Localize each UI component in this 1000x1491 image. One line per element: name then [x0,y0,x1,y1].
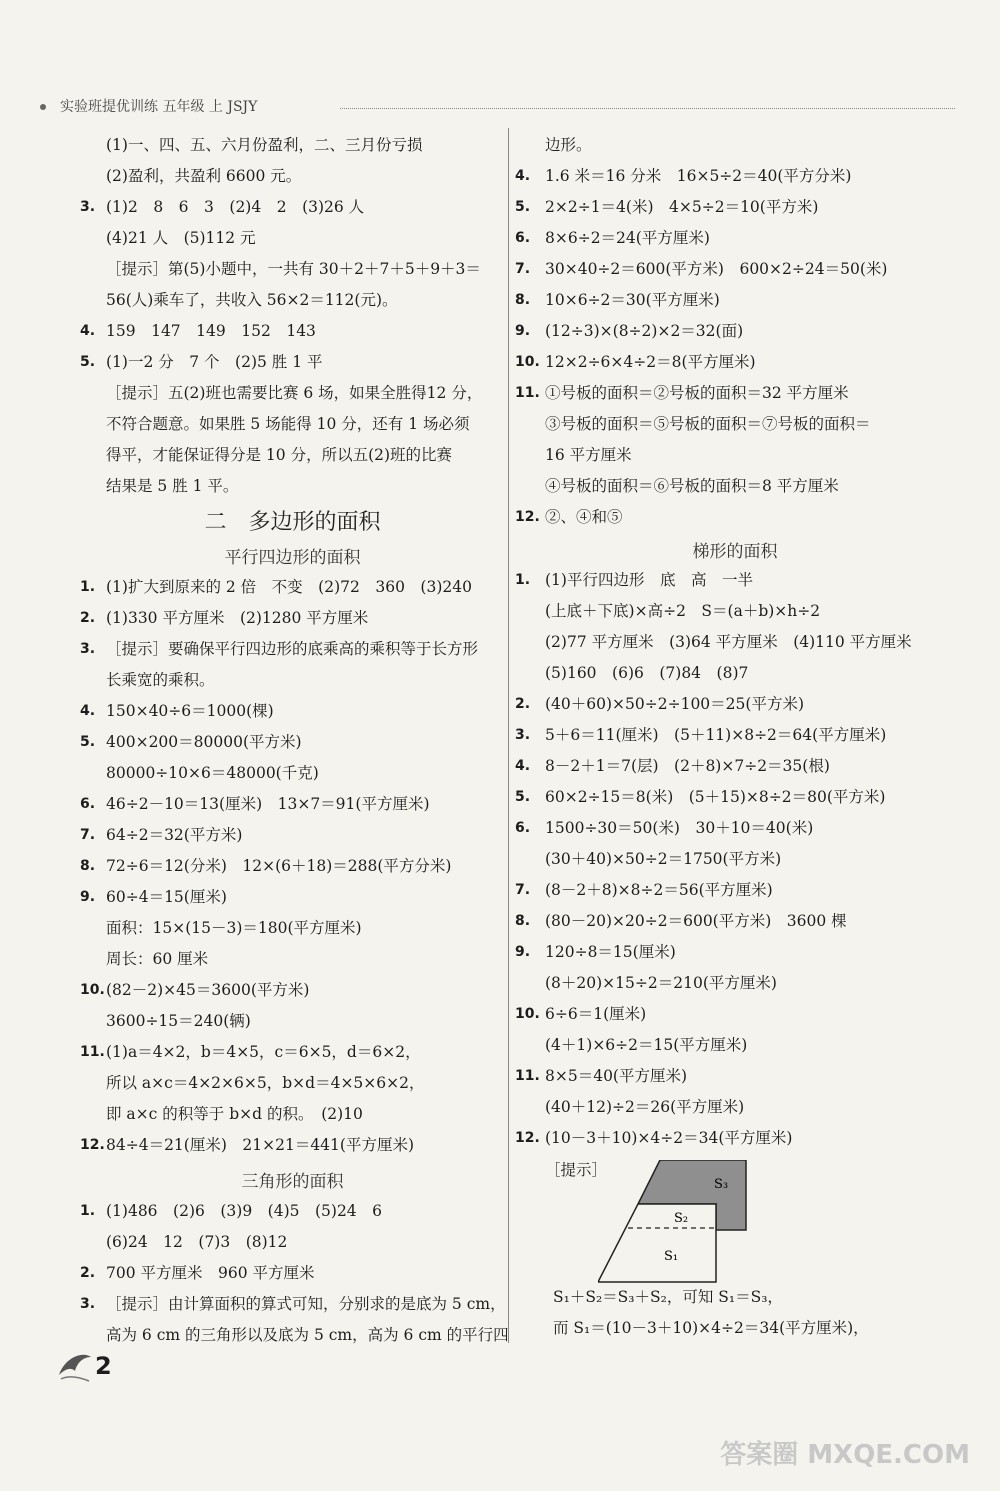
question-number: 6. [80,796,96,812]
answer-text: 159 147 149 152 143 [106,322,316,340]
subsection-trapezoid: 梯形的面积 [692,542,778,562]
answer-text: ①号板的面积＝②号板的面积＝32 平方厘米 [545,384,849,402]
answer-text: 400×200＝80000(平方米) [106,733,302,751]
answer-text: (82－2)×45＝3600(平方米) [106,981,310,999]
question-number: 11. [80,1044,105,1060]
answer-text: (5)160 (6)6 (7)84 (8)7 [545,664,749,682]
dolphin-logo-icon [55,1345,95,1385]
question-number: 4. [515,168,531,184]
question-number: 1. [80,1203,96,1219]
answer-text: 8×6÷2＝24(平方厘米) [545,229,710,247]
answer-text: (80－20)×20÷2＝600(平方米) 3600 棵 [545,912,847,930]
answer-text: 所以 a×c＝4×2×6×5，b×d＝4×5×6×2， [106,1074,425,1092]
answer-text: (4＋1)×6÷2＝15(平方厘米) [545,1036,748,1054]
answer-text: 结果是 5 胜 1 平。 [106,477,239,495]
answer-text: (1)a＝4×2，b＝4×5，c＝6×5，d＝6×2， [106,1043,421,1061]
answer-text: 120÷8＝15(厘米) [545,943,676,961]
header-rule [340,108,955,109]
answer-text: 10×6÷2＝30(平方厘米) [545,291,720,309]
question-number: 12. [515,509,540,525]
label-s1: S₁ [664,1249,679,1264]
answer-text: 84÷4＝21(厘米) 21×21＝441(平方厘米) [106,1136,415,1154]
question-number: 10. [515,354,540,370]
answer-text: 1.6 米＝16 分米 16×5÷2＝40(平方分米) [545,167,852,185]
answer-text: 3600÷15＝240(辆) [106,1012,251,1030]
answer-text: (4)21 人 (5)112 元 [106,229,256,247]
answer-text: 不符合题意。如果胜 5 场能得 10 分，还有 1 场必须 [106,415,470,433]
answer-text: (12÷3)×(8÷2)×2＝32(面) [545,322,744,340]
answer-text: (2)77 平方厘米 (3)64 平方厘米 (4)110 平方厘米 [545,633,912,651]
question-number: 9. [515,944,531,960]
question-number: 2. [515,696,531,712]
answer-text: 64÷2＝32(平方米) [106,826,243,844]
question-number: 1. [515,572,531,588]
page-number: 2 [95,1352,112,1380]
answer-text: 边形。 [545,136,592,154]
answer-text: 8－2＋1＝7(层) (2＋8)×7÷2＝35(根) [545,757,830,775]
trapezoid-hint-figure [598,1160,758,1285]
answer-text: 1500÷30＝50(米) 30＋10＝40(米) [545,819,814,837]
question-number: 11. [515,1068,540,1084]
answer-text: 60÷4＝15(厘米) [106,888,227,906]
answer-text: (8－2＋8)×8÷2＝56(平方厘米) [545,881,773,899]
question-number: 3. [80,641,96,657]
answer-text: 面积：15×(15－3)＝180(平方厘米) [106,919,362,937]
answer-text: 56(人)乘车了，共收入 56×2＝112(元)。 [106,291,398,309]
question-number: 2. [80,1265,96,1281]
question-number: 1. [80,579,96,595]
header-bullet [40,104,46,110]
answer-text: (1)486 (2)6 (3)9 (4)5 (5)24 6 [106,1202,383,1220]
question-number: 8. [80,858,96,874]
answer-text: ［提示］第(5)小题中，一共有 30＋2＋7＋5＋9＋3＝ [106,260,481,278]
question-number: 5. [515,789,531,805]
question-number: 11. [515,385,540,401]
answer-text: (10－3＋10)×4÷2＝34(平方厘米) [545,1129,793,1147]
answer-text: 30×40÷2＝600(平方米) 600×2÷24＝50(米) [545,260,888,278]
subsection-parallelogram: 平行四边形的面积 [224,548,361,568]
question-number: 7. [515,882,531,898]
answer-text: S₁＋S₂＝S₃＋S₂，可知 S₁＝S₃， [553,1288,783,1306]
question-number: 4. [80,323,96,339]
question-number: 8. [515,913,531,929]
question-number: 3. [515,727,531,743]
answer-text: (6)24 12 (7)3 (8)12 [106,1233,288,1251]
answer-text: 长乘宽的乘积。 [106,671,215,689]
question-number: 10. [80,982,105,998]
answer-text: 周长：60 厘米 [106,950,209,968]
answer-text: 12×2÷6×4÷2＝8(平方厘米) [545,353,756,371]
answer-text: ②、④和⑤ [545,508,623,526]
question-number: 12. [515,1130,540,1146]
answer-text: ④号板的面积＝⑥号板的面积＝8 平方厘米 [545,477,839,495]
trapezoid-outline [598,1204,716,1282]
column-divider [508,128,509,1343]
answer-text: (1)2 8 6 3 (2)4 2 (3)26 人 [106,198,365,216]
answer-text: (1)330 平方厘米 (2)1280 平方厘米 [106,609,369,627]
answer-text: (1)平行四边形 底 高 一半 [545,571,753,589]
answer-text: 46÷2－10＝13(厘米) 13×7＝91(平方厘米) [106,795,430,813]
answer-text: (40＋12)÷2＝26(平方厘米) [545,1098,745,1116]
answer-text: 150×40÷6＝1000(棵) [106,702,274,720]
question-number: 3. [80,199,96,215]
answer-text: ［提示］要确保平行四边形的底乘高的乘积等于长方形 [106,640,479,658]
question-number: 7. [515,261,531,277]
question-number: 5. [80,354,96,370]
answer-text: 得平，才能保证得分是 10 分，所以五(2)班的比赛 [106,446,453,464]
question-number: 9. [515,323,531,339]
answer-text: ［提示］ [545,1161,608,1179]
question-number: 8. [515,292,531,308]
answer-text: 2×2÷1＝4(米) 4×5÷2＝10(平方米) [545,198,819,216]
question-number: 9. [80,889,96,905]
section-title: 二 多边形的面积 [204,510,381,535]
subsection-triangle: 三角形的面积 [241,1172,344,1192]
answer-text: 5＋6＝11(厘米) (5＋11)×8÷2＝64(平方厘米) [545,726,887,744]
question-number: 7. [80,827,96,843]
answer-text: (40＋60)×50÷2÷100＝25(平方米) [545,695,804,713]
answer-text: 60×2÷15＝8(米) (5＋15)×8÷2＝80(平方米) [545,788,886,806]
answer-text: (1)一2 分 7 个 (2)5 胜 1 平 [106,353,323,371]
answer-text: 72÷6＝12(分米) 12×(6＋18)＝288(平方分米) [106,857,452,875]
question-number: 12. [80,1137,105,1153]
running-header [40,96,955,116]
answer-text: (30＋40)×50÷2＝1750(平方米) [545,850,782,868]
answer-text: 6÷6＝1(厘米) [545,1005,647,1023]
answer-text: ③号板的面积＝⑤号板的面积＝⑦号板的面积＝ [545,415,871,433]
question-number: 2. [80,610,96,626]
answer-text: 16 平方厘米 [545,446,632,464]
answer-text: 700 平方厘米 960 平方厘米 [106,1264,315,1282]
question-number: 6. [515,230,531,246]
answer-text: 80000÷10×6＝48000(千克) [106,764,319,782]
answer-text: 而 S₁＝(10－3＋10)×4÷2＝34(平方厘米)， [553,1319,869,1337]
answer-text: ［提示］由计算面积的算式可知，分别求的是底为 5 cm， [106,1295,506,1313]
question-number: 3. [80,1296,96,1312]
label-s3: S₃ [714,1177,729,1192]
answer-text: (2)盈利，共盈利 6600 元。 [106,167,302,185]
answer-text: 高为 6 cm 的三角形以及底为 5 cm，高为 6 cm 的平行四 [106,1326,509,1344]
answer-text: (8＋20)×15÷2＝210(平方厘米) [545,974,777,992]
answer-text: ［提示］五(2)班也需要比赛 6 场，如果全胜得12 分， [106,384,483,402]
answer-text: 即 a×c 的积等于 b×d 的积。 (2)10 [106,1105,363,1123]
header-title: 实验班提优训练 五年级 上 JSJY [60,99,258,115]
question-number: 4. [80,703,96,719]
answer-text: (1)扩大到原来的 2 倍 不变 (2)72 360 (3)240 [106,578,472,596]
answer-text: (1)一、四、五、六月份盈利，二、三月份亏损 [106,136,423,154]
label-s2: S₂ [674,1211,689,1226]
answer-text: (上底＋下底)×高÷2 S＝(a＋b)×h÷2 [545,602,821,620]
question-number: 6. [515,820,531,836]
question-number: 10. [515,1006,540,1022]
question-number: 5. [80,734,96,750]
question-number: 5. [515,199,531,215]
answer-text: 8×5＝40(平方厘米) [545,1067,688,1085]
question-number: 4. [515,758,531,774]
watermark: 答案圈 MXQE.COM [720,1440,970,1470]
